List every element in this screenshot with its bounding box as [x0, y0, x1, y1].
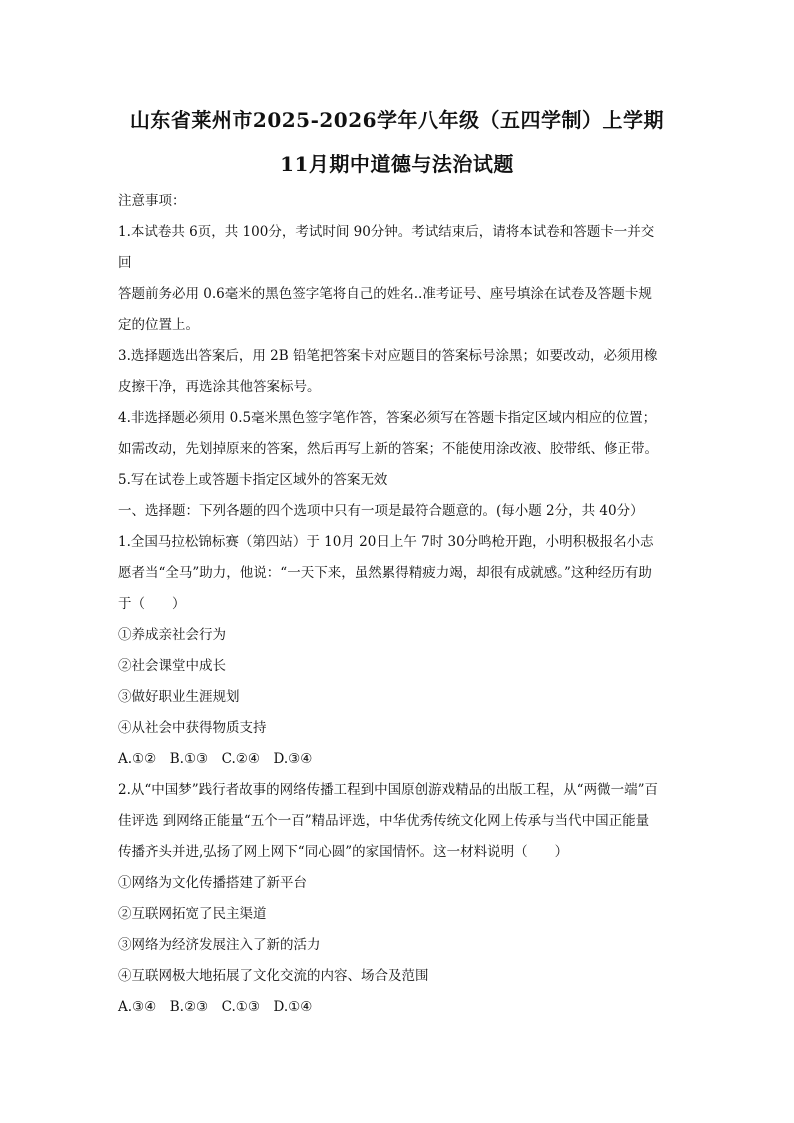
q2-answer-choices: A.③④ B.②③ C.①③ D.①④	[118, 999, 313, 1015]
q1-stem-line: 愿者当“全马”助力，他说：“一天下来，虽然累得精疲力竭，却很有成就感。”这种经历有助	[118, 565, 652, 581]
notes-line: 5.写在试卷上或答题卡指定区域外的答案无效	[118, 472, 388, 488]
q2-option: ③网络为经济发展注入了新的活力	[118, 937, 321, 953]
notes-line: 4.非选择题必须用 0.5毫米黑色签字笔作答，答案必须写在答题卡指定区域内相应的位置；	[118, 410, 657, 426]
notes-line: 1.本试卷共 6页，共 100分，考试时间 90分钟。考试结束后，请将本试卷和答题卡一并交	[118, 224, 655, 240]
notes-line: 答题前务必用 0.6毫米的黑色签字笔将自己的姓名..准考证号、座号填涂在试卷及答题卡规	[118, 286, 652, 302]
q1-stem-line: 1.全国马拉松锦标赛（第四站）于 10月 20日上午 7时 30分鸣枪开跑，小明积极报名小志	[118, 534, 654, 550]
exam-body	[118, 186, 698, 1023]
notes-line: 如需改动，先划掉原来的答案，然后再写上新的答案；不能使用涂改液、胶带纸、修正带。	[118, 441, 658, 457]
q1-stem-line: 于（ ）	[118, 596, 186, 612]
q1-option: ②社会课堂中成长	[118, 658, 226, 674]
q2-stem-line: 2.从“中国梦”践行者故事的网络传播工程到中国原创游戏精品的出版工程，从“两微一端”百	[118, 782, 658, 798]
section-heading: 一、选择题：下列各题的四个选项中只有一项是最符合题意的。(每小题 2分，共 40分）	[118, 503, 644, 519]
q1-answer-choices: A.①② B.①③ C.②④ D.③④	[118, 751, 313, 767]
notes-line: 3.选择题选出答案后，用 2B 铅笔把答案卡对应题目的答案标号涂黑；如要改动，必须用橡	[118, 348, 658, 364]
notes-line: 皮擦干净，再选涂其他答案标号。	[118, 379, 321, 395]
notes-heading: 注意事项：	[118, 193, 186, 209]
exam-title-line-2: 11月期中道德与法治试题	[280, 152, 514, 176]
q1-option: ③做好职业生涯规划	[118, 689, 240, 705]
notes-line: 定的位置上。	[118, 317, 199, 333]
q1-option: ④从社会中获得物质支持	[118, 720, 267, 736]
q2-option: ①网络为文化传播搭建了新平台	[118, 875, 307, 891]
exam-title-line-1: 山东省莱州市2025-2026学年八年级（五四学制）上学期	[129, 108, 665, 132]
q1-option: ①养成亲社会行为	[118, 627, 226, 643]
notes-line: 回	[118, 255, 132, 271]
q2-stem-line: 佳评选 到网络正能量“五个一百”精品评选，中华优秀传统文化网上传承与当代中国正能量	[118, 813, 650, 829]
q2-option: ④互联网极大地拓展了文化交流的内容、场合及范围	[118, 968, 429, 984]
q2-option: ②互联网拓宽了民主渠道	[118, 906, 267, 922]
q2-stem-line: 传播齐头并进,弘扬了网上网下“同心圆”的家国情怀。这一材料说明（ ）	[118, 844, 569, 860]
